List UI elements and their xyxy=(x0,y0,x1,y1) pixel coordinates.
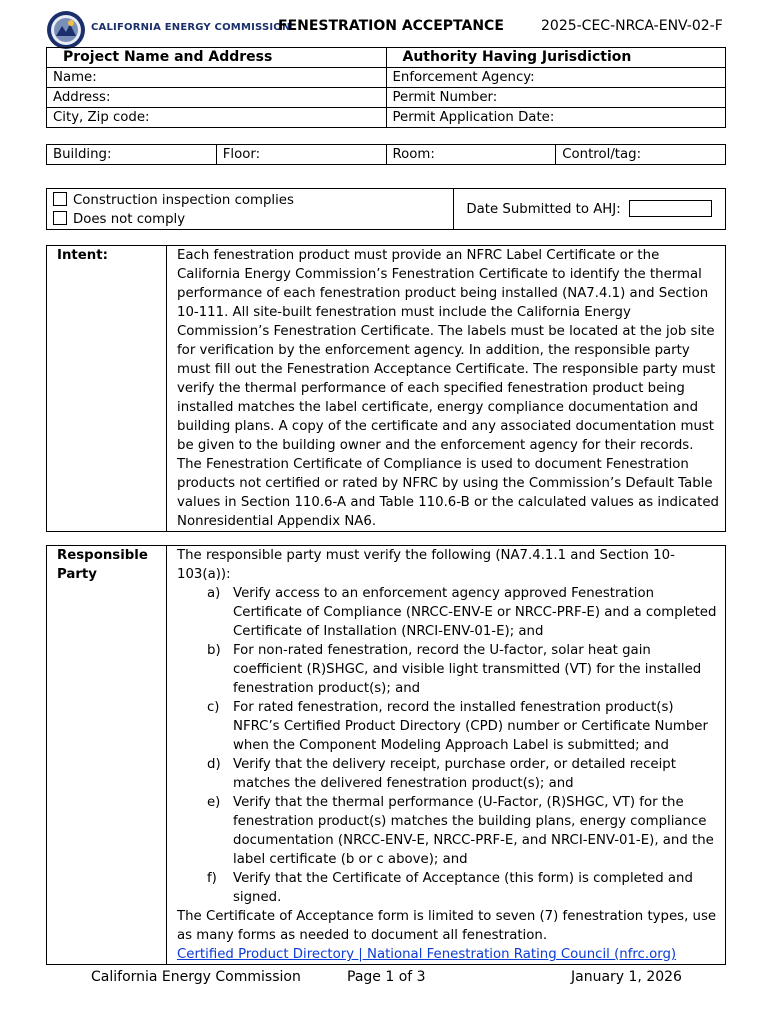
inspection-status-cell xyxy=(47,189,454,230)
list-item: f) Verify that the Certificate of Acceptance (this form) is completed and signed. xyxy=(207,871,693,905)
footer-date: January 1, 2026 xyxy=(571,969,682,985)
cpd-link[interactable]: Certified Product Directory | National Fenestration Rating Council (nfrc.org) xyxy=(177,947,677,962)
permit-date-field[interactable]: Permit Application Date: xyxy=(386,108,726,128)
date-submitted-input[interactable] xyxy=(629,200,712,217)
footer-org: California Energy Commission xyxy=(91,969,301,985)
responsible-intro: The responsible party must verify the following (NA7.4.1.1 and Section 10-103(a)): xyxy=(177,548,675,582)
building-field[interactable]: Building: xyxy=(47,145,217,165)
intent-text: Each fenestration product must provide an NFRC Label Certificate or the California Energy Commission’s Fenestration Certificate to identify the thermal performance of each fenestration product being installed (NA7.4.1) and Section 10-111. All site-built fenestration must include the California Energy Commission’s Fenestration Certificate. The labels must be located at the job site for verification by the enforcement agency. In addition, the responsible party must fill out the Fenestration Acceptance Certificate. The responsible party must verify the thermal performance of each specified fenestration product being installed matches the label certificate, energy compliance documentation and building plans. A copy of the certificate and any associated documentation must be given to the building owner and the enforcement agency for their records. The Fenestration Certificate of Compliance is used to document Fenestration products not certified or rated by NFRC by using the Commission’s Default Table values in Section 110.6-A and Table 110.6-B or the calculated values as indicated Nonresidential Appendix NA6. xyxy=(167,246,726,532)
location-table xyxy=(46,144,726,165)
project-authority-table xyxy=(46,47,726,128)
project-name-field[interactable]: Name: xyxy=(47,68,387,88)
responsible-party-label xyxy=(47,546,167,965)
responsible-label-line2: Party xyxy=(57,567,97,582)
project-heading: Project Name and Address xyxy=(47,48,387,68)
not-comply-checkbox[interactable] xyxy=(53,211,67,225)
city-zip-field[interactable]: City, Zip code: xyxy=(47,108,387,128)
responsible-label-line1: Responsible xyxy=(57,548,148,563)
responsible-party-body xyxy=(167,546,726,965)
intent-label: Intent: xyxy=(47,246,167,532)
responsible-party-table xyxy=(46,545,726,965)
date-submitted-label: Date Submitted to AHJ: xyxy=(466,201,621,217)
enforcement-agency-field[interactable]: Enforcement Agency: xyxy=(386,68,726,88)
permit-number-field[interactable]: Permit Number: xyxy=(386,88,726,108)
form-title: FENESTRATION ACCEPTANCE xyxy=(278,18,504,34)
not-comply-option[interactable] xyxy=(53,210,447,229)
form-number: 2025-CEC-NRCA-ENV-02-F xyxy=(541,18,723,34)
authority-heading: Authority Having Jurisdiction xyxy=(386,48,726,68)
footer-page: Page 1 of 3 xyxy=(347,969,426,985)
list-item: a) Verify access to an enforcement agency approved Fenestration Certificate of Compliance (NRCC-ENV-E or NRCC-PRF-E) and a completed Certificate of Installation (NRCI-ENV-01-E); and xyxy=(207,586,717,639)
list-item: d) Verify that the delivery receipt, purchase order, or detailed receipt matches the delivered fenestration product(s); and xyxy=(207,757,676,791)
complies-checkbox[interactable] xyxy=(53,192,67,206)
cec-seal-logo xyxy=(46,10,86,50)
list-item: e) Verify that the thermal performance (U-Factor, (R)SHGC, VT) for the fenestration product(s) matches the building plans, energy compliance documentation (NRCC-ENV-E, NRCC-PRF-E, and NRCI-ENV-01-E), and the label certificate (b or c above); and xyxy=(207,795,714,867)
inspection-table xyxy=(46,188,726,230)
complies-option[interactable] xyxy=(53,191,447,210)
org-name: CALIFORNIA ENERGY COMMISSION xyxy=(91,22,291,33)
room-field[interactable]: Room: xyxy=(386,145,556,165)
date-submitted-cell xyxy=(454,189,726,230)
list-item: b) For non-rated fenestration, record the U-factor, solar heat gain coefficient (R)SHGC, and visible light transmitted (VT) for the installed fenestration product(s); and xyxy=(207,643,702,696)
not-comply-label: Does not comply xyxy=(73,212,186,227)
intent-table xyxy=(46,245,726,532)
list-item: c) For rated fenestration, record the installed fenestration product(s) NFRC’s Certified Product Directory (CPD) number or Certificate Number when the Component Modeling Approach Label is submitted; and xyxy=(207,700,708,753)
project-address-field[interactable]: Address: xyxy=(47,88,387,108)
verification-list xyxy=(177,584,719,907)
floor-field[interactable]: Floor: xyxy=(216,145,386,165)
responsible-closing: The Certificate of Acceptance form is limited to seven (7) fenestration types, use as many forms as needed to document all fenestration. xyxy=(177,909,717,943)
complies-label: Construction inspection complies xyxy=(73,193,294,208)
control-tag-field[interactable]: Control/tag: xyxy=(556,145,726,165)
